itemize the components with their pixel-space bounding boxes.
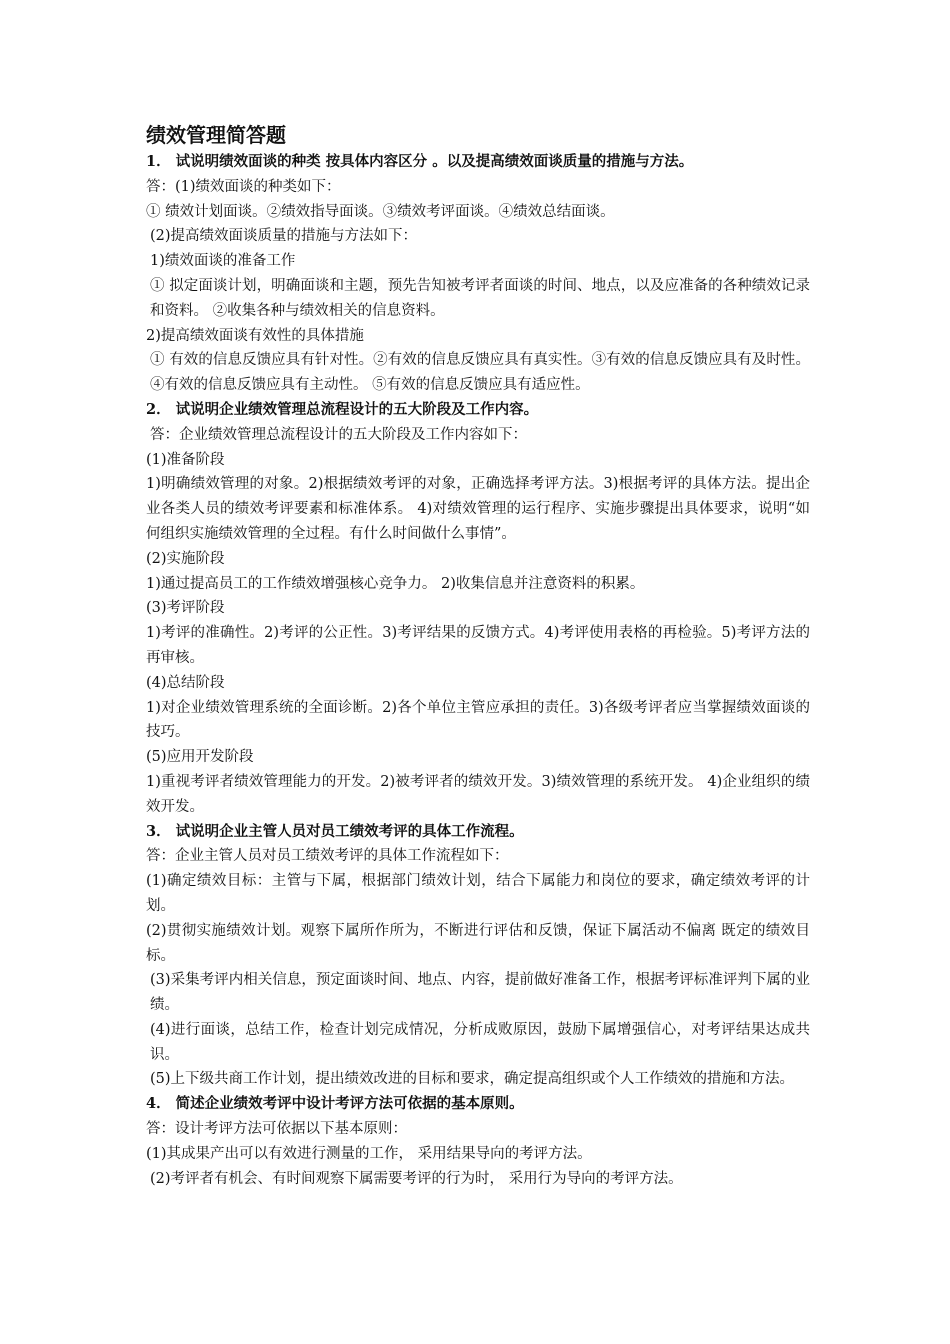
paragraph: (2)提高绩效面谈质量的措施与方法如下： [150,228,418,245]
paragraph: ① 绩效计划面谈。②绩效指导面谈。③绩效考评面谈。④绩效总结面谈。 [146,203,615,220]
paragraph: (2)考评者有机会、有时间观察下属需要考评的行为时， 采用行为导向的考评方法。 [150,1170,683,1187]
paragraph: (2)贯彻实施绩效计划。观察下属所作所为，不断进行评估和反馈，保证下属活动不偏离 既定的绩效目标。 [146,922,810,964]
paragraph: (3)采集考评内相关信息，预定面谈时间、地点、内容，提前做好准备工作，根据考评标准评判下属的业绩。 [150,972,810,1014]
question-heading: 1． 试说明绩效面谈的种类 按具体内容区分 。以及提高绩效面谈质量的措施与方法。 [146,153,694,170]
paragraph: ① 拟定面谈计划，明确面谈和主题，预先告知被考评者面谈的时间、地点，以及应准备的各种绩效记录和资料。 ②收集各种与绩效相关的信息资料。 [150,277,810,319]
paragraph: 2)提高绩效面谈有效性的具体措施 [146,327,364,344]
document-page [146,120,810,1191]
paragraph: (2)实施阶段 [146,550,225,567]
paragraph: (5)上下级共商工作计划，提出绩效改进的目标和要求，确定提高组织或个人工作绩效的措施和方法。 [150,1071,795,1088]
paragraph: (1)确定绩效目标：主管与下属，根据部门绩效计划，结合下属能力和岗位的要求，确定绩效考评的计划。 [146,873,810,914]
paragraph: 答：企业主管人员对员工绩效考评的具体工作流程如下： [146,848,509,865]
paragraph: 答：企业绩效管理总流程设计的五大阶段及工作内容如下： [150,426,527,443]
paragraph: 1)绩效面谈的准备工作 [150,253,296,270]
paragraph: 1)通过提高员工的工作绩效增强核心竞争力。 2)收集信息并注意资料的积累。 [146,575,645,592]
paragraph: 1)明确绩效管理的对象。2)根据绩效考评的对象，正确选择考评方法。3)根据考评的具体方法。提出企业各类人员的绩效考评要素和标准体系。 4)对绩效管理的运行程序、实施步骤提出具体要求，说明“如何组织实施绩效管理的全过程。有什么时间做什么事情”。 [146,476,810,542]
paragraph: (4)进行面谈，总结工作，检查计划完成情况，分析成败原因，鼓励下属增强信心，对考评结果达成共识。 [150,1021,810,1063]
paragraph: (1)其成果产出可以有效进行测量的工作， 采用结果导向的考评方法。 [146,1145,592,1162]
paragraph: ① 有效的信息反馈应具有针对性。②有效的信息反馈应具有真实性。③有效的信息反馈应具有及时性。 ④有效的信息反馈应具有主动性。 ⑤有效的信息反馈应具有适应性。 [150,352,810,394]
paragraph: 1)考评的准确性。2)考评的公正性。3)考评结果的反馈方式。4)考评使用表格的再检验。5)考评方法的再审核。 [146,625,810,666]
document-title: 绩效管理简答题 [146,123,286,147]
paragraph: 1)重视考评者绩效管理能力的开发。2)被考评者的绩效开发。3)绩效管理的系统开发。 4)企业组织的绩效开发。 [146,773,810,815]
paragraph: (5)应用开发阶段 [146,749,254,766]
question-heading: 4． 简述企业绩效考评中设计考评方法可依据的基本原则。 [146,1095,524,1113]
question-heading: 2． 试说明企业绩效管理总流程设计的五大阶段及工作内容。 [146,400,539,418]
paragraph: (1)准备阶段 [146,451,225,468]
paragraph: 1)对企业绩效管理系统的全面诊断。2)各个单位主管应承担的责任。3)各级考评者应当掌握绩效面谈的技巧。 [146,699,810,741]
question-heading: 3． 试说明企业主管人员对员工绩效考评的具体工作流程。 [146,822,524,840]
paragraph: (4)总结阶段 [146,674,225,691]
paragraph: (3)考评阶段 [146,600,225,617]
paragraph: 答：(1)绩效面谈的种类如下： [146,178,341,195]
document-body [146,150,810,1191]
paragraph: 答：设计考评方法可依据以下基本原则： [146,1121,407,1138]
